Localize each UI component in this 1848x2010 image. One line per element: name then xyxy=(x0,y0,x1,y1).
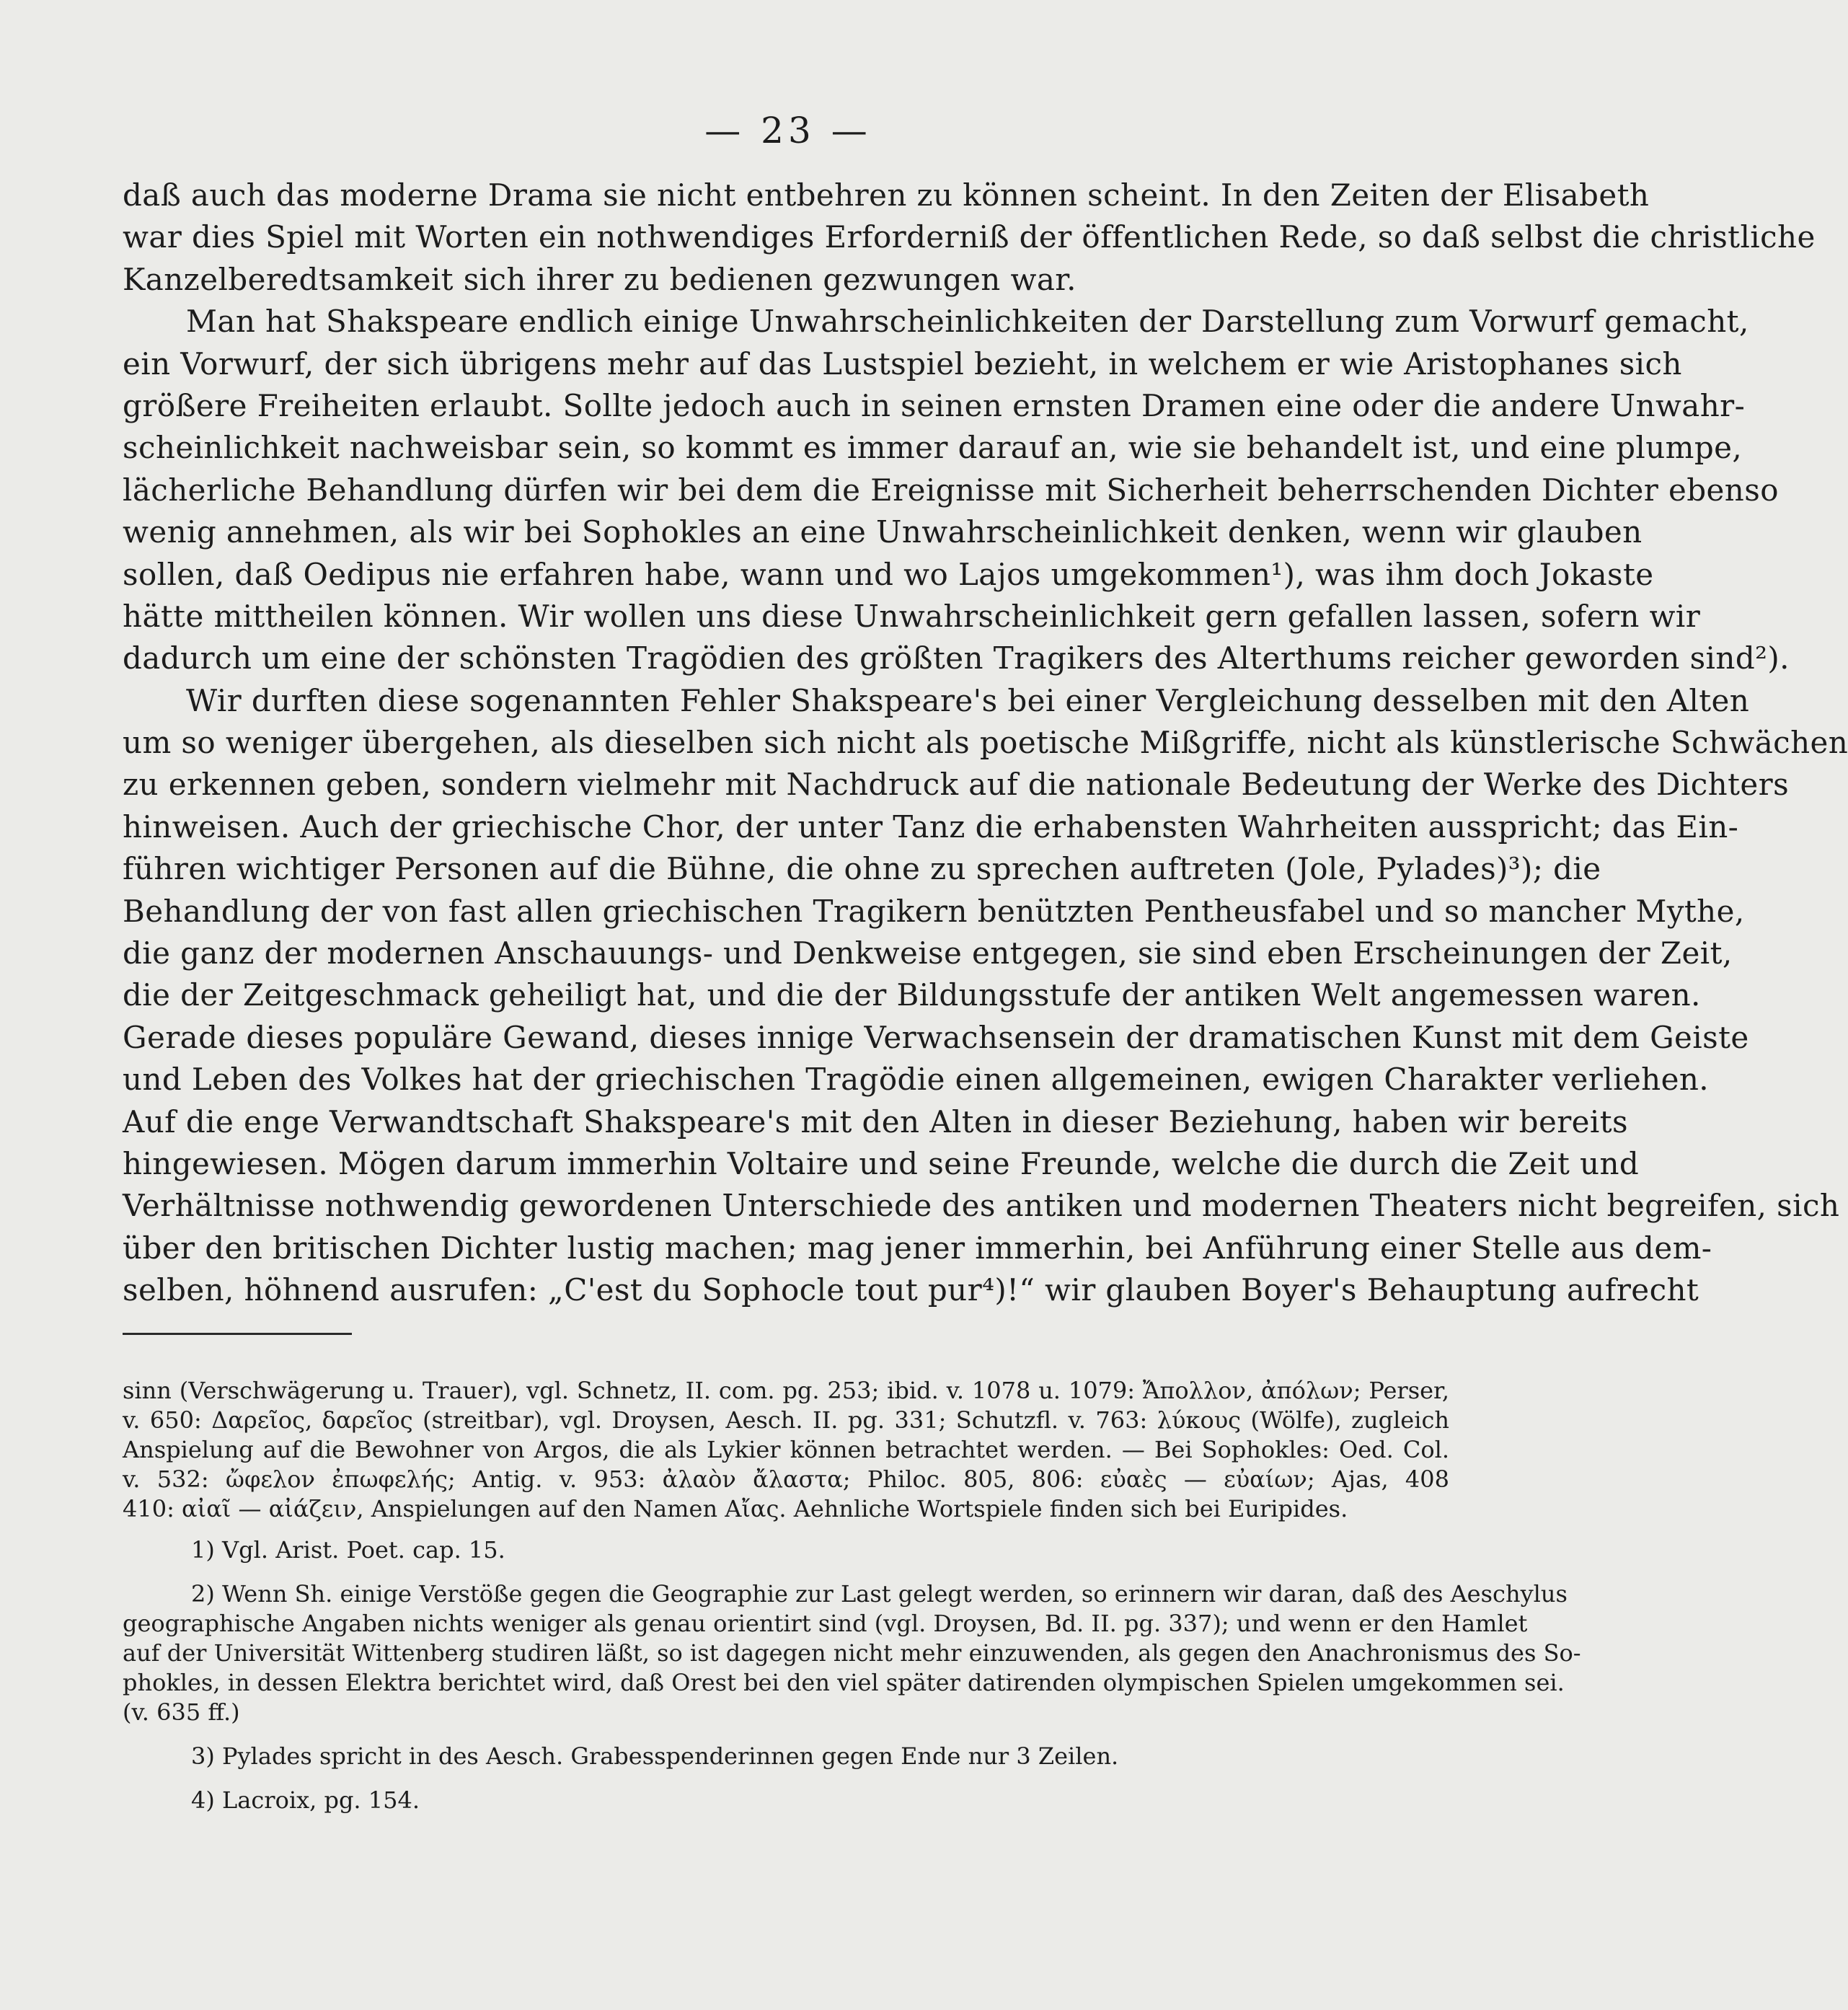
body-line: Wir durften diese sogenannten Fehler Shakspeare's bei einer Vergleichung desselben mit den Alten xyxy=(186,682,1750,718)
footnote-line: 4) Lacroix, pg. 154. xyxy=(191,1786,420,1814)
footnote-line: Anspielung auf die Bewohner von Argos, die als Lykier können betrachtet werden. — Bei Sophokles: Oed. Col. xyxy=(123,1436,1449,1463)
body-line: wenig annehmen, als wir bei Sophokles an eine Unwahrscheinlichkeit denken, wenn wir glauben xyxy=(123,514,1643,550)
body-line: war dies Spiel mit Worten ein nothwendiges Erforderniß der öffentlichen Rede, so daß selbst die christliche xyxy=(123,219,1816,255)
body-line: zu erkennen geben, sondern vielmehr mit Nachdruck auf die nationale Bedeutung der Werke des Dichters xyxy=(123,767,1790,803)
footnote-divider xyxy=(123,1333,352,1335)
body-line: Kanzelberedtsamkeit sich ihrer zu bedienen gezwungen war. xyxy=(123,261,1076,297)
body-line: selben, höhnend ausrufen: „C'est du Sophocle tout pur⁴)!“ wir glauben Boyer's Behauptung aufrecht xyxy=(123,1272,1699,1308)
footnote-line: 2) Wenn Sh. einige Verstöße gegen die Geographie zur Last gelegt werden, so erinnern wir daran, daß des Aeschylus xyxy=(191,1580,1568,1608)
body-line: über den britischen Dichter lustig machen; mag jener immerhin, bei Anführung einer Stelle aus dem- xyxy=(123,1230,1712,1266)
body-line: und Leben des Volkes hat der griechischen Tragödie einen allgemeinen, ewigen Charakter verliehen. xyxy=(123,1062,1710,1098)
footnote-continuation xyxy=(123,1376,1449,1524)
body-line: daß auch das moderne Drama sie nicht entbehren zu können scheint. In den Zeiten der Elisabeth xyxy=(123,177,1650,213)
footnote-line: 3) Pylades spricht in des Aesch. Grabesspenderinnen gegen Ende nur 3 Zeilen. xyxy=(191,1742,1119,1770)
body-line: um so weniger übergehen, als dieselben sich nicht als poetische Mißgriffe, nicht als künstlerische Schwächen xyxy=(123,725,1848,761)
footnote-line: (v. 635 ff.) xyxy=(123,1698,240,1726)
footnote-line: auf der Universität Wittenberg studiren läßt, so ist dagegen nicht mehr einzuwenden, als gegen den Anachronismus des So- xyxy=(123,1639,1581,1667)
body-line: dadurch um eine der schönsten Tragödien des größten Tragikers des Alterthums reicher geworden sind²). xyxy=(123,640,1790,676)
body-line: die ganz der modernen Anschauungs- und Denkweise entgegen, sie sind eben Erscheinungen der Zeit, xyxy=(123,935,1733,971)
body-line: Behandlung der von fast allen griechischen Tragikern benützten Pentheusfabel und so mancher Mythe, xyxy=(123,893,1745,929)
footnote-2 xyxy=(123,1579,1581,1727)
footnote-line: sinn (Verschwägerung u. Trauer), vgl. Schnetz, II. com. pg. 253; ibid. v. 1078 u. 1079: Ἄπολλον, ἀπόλων; Perser, xyxy=(123,1377,1449,1404)
footnote-line: v. 532: ὤφελον ἐπωφελής; Antig. v. 953: ἀλαὸν ἄλαστα; Philoc. 805, 806: εὐαὲς — εὐαίων; Ajas, 408 xyxy=(123,1465,1449,1493)
body-line: führen wichtiger Personen auf die Bühne, die ohne zu sprechen auftreten (Jole, Pylades)³); die xyxy=(123,851,1601,887)
footnote-line: 1) Vgl. Arist. Poet. cap. 15. xyxy=(191,1536,505,1564)
body-line: Auf die enge Verwandtschaft Shakspeare's mit den Alten in dieser Beziehung, haben wir bereits xyxy=(123,1103,1629,1140)
body-line: Gerade dieses populäre Gewand, dieses innige Verwachsensein der dramatischen Kunst mit dem Geiste xyxy=(123,1019,1749,1055)
body-line: Man hat Shakspeare endlich einige Unwahrscheinlichkeiten der Darstellung zum Vorwurf gemacht, xyxy=(186,304,1749,340)
footnote-3 xyxy=(123,1742,1449,1771)
body-line: ein Vorwurf, der sich übrigens mehr auf das Lustspiel bezieht, in welchem er wie Aristophanes sich xyxy=(123,345,1682,382)
footnotes xyxy=(123,1362,1581,1815)
footnote-line: 410: αἰαῖ — αἰάζειν, Anspielungen auf den Namen Αἴας. Aehnliche Wortspiele finden sich bei Euripides. xyxy=(123,1495,1348,1522)
body-line: lächerliche Behandlung dürfen wir bei dem die Ereignisse mit Sicherheit beherrschenden Dichter ebenso xyxy=(123,472,1779,508)
footnote-1 xyxy=(123,1535,1449,1565)
main-text xyxy=(123,175,1848,1312)
body-line: hätte mittheilen können. Wir wollen uns diese Unwahrscheinlichkeit gern gefallen lassen, sofern wir xyxy=(123,598,1701,634)
body-line: die der Zeitgeschmack geheiligt hat, und die der Bildungsstufe der antiken Welt angemessen waren. xyxy=(123,977,1701,1013)
page-number: — 23 — xyxy=(704,110,872,151)
body-line: sollen, daß Oedipus nie erfahren habe, wann und wo Lajos umgekommen¹), was ihm doch Jokaste xyxy=(123,556,1654,592)
footnote-line: phokles, in dessen Elektra berichtet wird, daß Orest bei den viel später datirenden olympischen Spielen umgekommen sei. xyxy=(123,1669,1565,1696)
footnote-line: geographische Angaben nichts weniger als genau orientirt sind (vgl. Droysen, Bd. II. pg. 337); und wenn er den Hamlet xyxy=(123,1610,1528,1637)
body-line: größere Freiheiten erlaubt. Sollte jedoch auch in seinen ernsten Dramen eine oder die andere Unwahr- xyxy=(123,387,1746,423)
body-line: Verhältnisse nothwendig gewordenen Unterschiede des antiken und modernen Theaters nicht begreifen, sich xyxy=(123,1188,1840,1224)
footnote-line: v. 650: Δαρεῖος, δαρεῖος (streitbar), vgl. Droysen, Aesch. II. pg. 331; Schutzfl. v. 763: λύκους (Wölfe), zugleich xyxy=(123,1406,1449,1434)
body-line: hingewiesen. Mögen darum immerhin Voltaire und seine Freunde, welche die durch die Zeit und xyxy=(123,1145,1640,1181)
body-line: scheinlichkeit nachweisbar sein, so kommt es immer darauf an, wie sie behandelt ist, und eine plumpe, xyxy=(123,430,1743,466)
footnote-4 xyxy=(123,1786,1449,1815)
body-line: hinweisen. Auch der griechische Chor, der unter Tanz die erhabensten Wahrheiten ausspricht; das Ein- xyxy=(123,808,1739,845)
